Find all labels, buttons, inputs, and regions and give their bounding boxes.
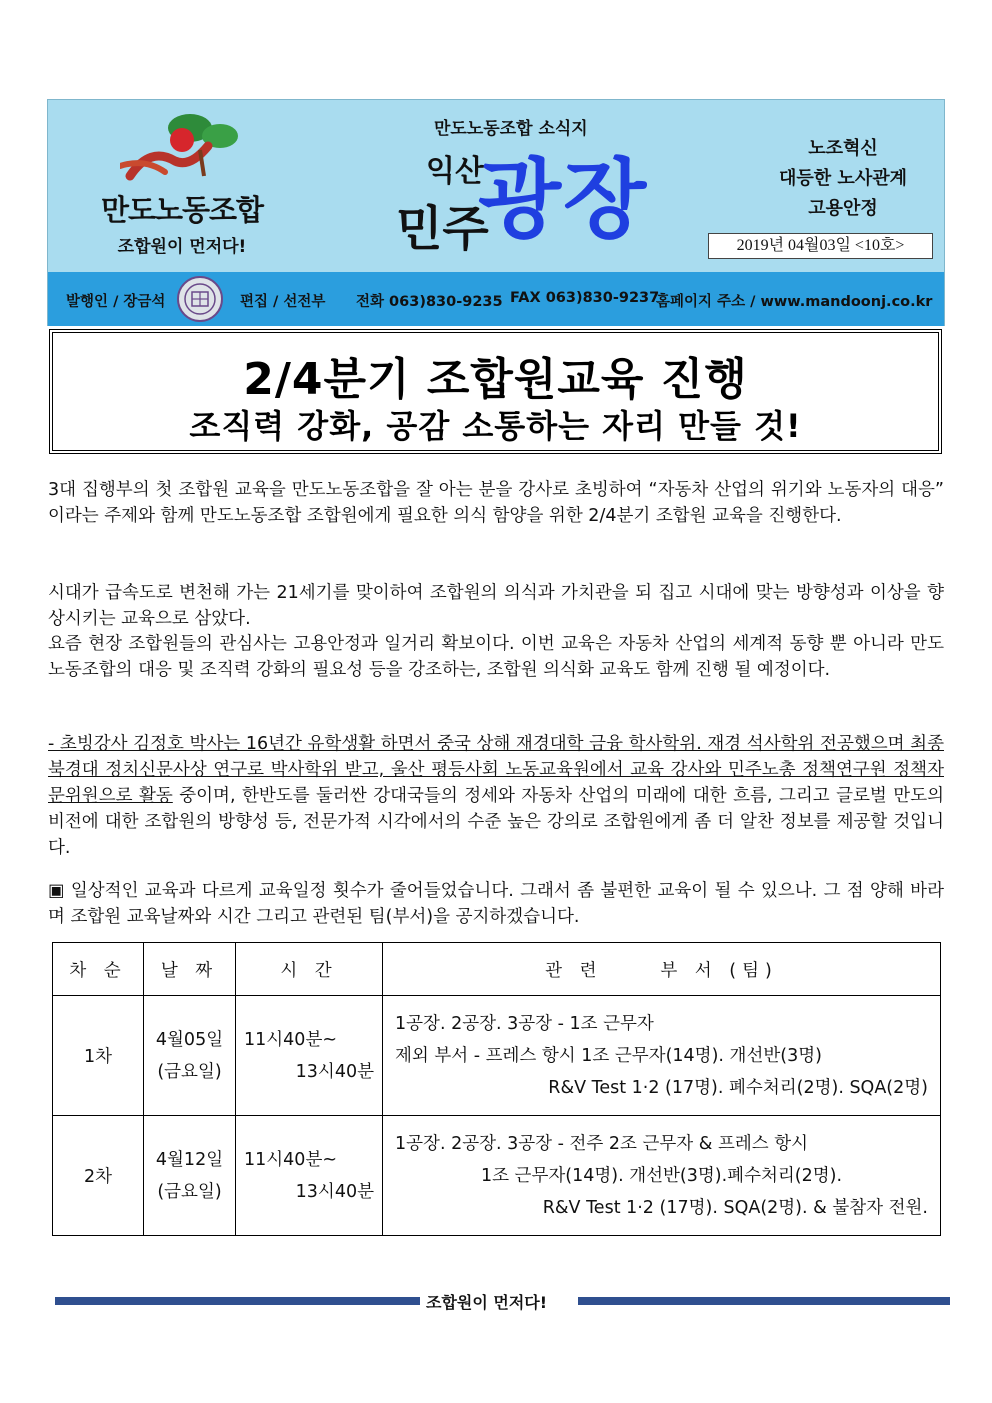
homepage[interactable]: 홈페이지 주소 / www.mandoonj.co.kr <box>656 294 933 310</box>
time-start: 11시40분~ <box>244 1029 338 1050</box>
table-row <box>53 996 941 1116</box>
date-cell <box>144 1116 236 1236</box>
publisher: 발행인 / 장금석 <box>66 294 166 310</box>
union-logo <box>48 100 308 272</box>
phone: 전화 063)830-9235 <box>356 294 503 310</box>
header-round: 차 순 <box>53 943 144 996</box>
paragraph-purpose: 시대가 급속도로 변천해 가는 21세기를 맞이하여 조합원의 의식과 가치관을 되 집고 시대에 맞는 방향성과 이상을 향상시키는 교육으로 삼았다. <box>48 583 944 629</box>
header-time: 시 간 <box>236 943 383 996</box>
schedule-table <box>52 942 941 1236</box>
round-cell: 1차 <box>53 996 144 1116</box>
paragraph-notice: ▣ 일상적인 교육과 다르게 교육일정 횟수가 줄어들었습니다. 그래서 좀 불편한 교육이 될 수 있으나. 그 점 양해 바라며 조합원 교육날짜와 시간 그리고 관련된 팀(부서)을 공지하겠습니다. <box>48 881 944 927</box>
editor: 편집 / 선전부 <box>240 294 326 310</box>
logo-slogan: 조합원이 먼저다! <box>117 237 247 257</box>
round-cell: 2차 <box>53 1116 144 1236</box>
dept-line: 제외 부서 - 프레스 항시 1조 근무자(14명). 개선반(3명) <box>395 1045 822 1066</box>
footer-slogan: 조합원이 먼저다! <box>426 1293 548 1312</box>
date-cell <box>144 996 236 1116</box>
date-day: 4월12일 <box>155 1149 224 1170</box>
instructor-underlined: - 초빙강사 김정호 박사는 16년간 유학생활 하면서 중국 상해 재경대학 금융 학사학위. 재경 석사학위 전공했으며 최종 북경대 정치신문사상 연구로 박사학위 받고, 울산 평등사회 노동교육원에서 교육 강사와 민주노총 정책연구원 정책자문위원으로 활동 <box>48 734 944 806</box>
headline-title: 2/4분기 조합원교육 진행 <box>243 354 748 405</box>
motto-block <box>748 134 938 224</box>
fax: FAX 063)830-9237 <box>510 290 660 306</box>
paragraph-intro: 3대 집행부의 첫 조합원 교육을 만도노동조합을 잘 아는 분을 강사로 초빙하여 “자동차 산업의 위기와 노동자의 대응” 이라는 주제와 함께 만도노동조합 조합원에게 필요한 의식 함양을 위한 2/4분기 조합원 교육을 진행한다. <box>48 480 944 526</box>
tree-emblem-icon <box>120 106 250 186</box>
paragraph-interest: 요즘 현장 조합원들의 관심사는 고용안정과 일거리 확보이다. 이번 교육은 자동차 산업의 세계적 동향 뿐 아니라 만도노동조합의 대응 및 조직력 강화의 필요성 등을 강조하는, 조합원 의식화 교육도 함께 진행 될 예정이다. <box>48 634 944 680</box>
paragraph-instructor <box>48 731 944 861</box>
headline-box <box>49 329 942 454</box>
dept-cell <box>383 1116 941 1236</box>
headline-subtitle: 조직력 강화, 공감 소통하는 자리 만들 것! <box>189 407 802 445</box>
paper-region: 익산 <box>426 154 484 189</box>
motto-line: 노조혁신 <box>808 138 878 159</box>
date-weekday: (금요일) <box>157 1181 222 1202</box>
dept-line: 1공장. 2공장. 3공장 - 1조 근무자 <box>395 1013 654 1034</box>
dept-line: 1공장. 2공장. 3공장 - 전주 2조 근무자 & 프레스 항시 <box>395 1133 809 1154</box>
paper-minju: 민주 <box>396 201 489 257</box>
info-bar <box>48 272 944 326</box>
dept-line: R&V Test 1·2 (17명). 폐수처리(2명). SQA(2명) <box>548 1077 928 1098</box>
issue-date: 2019년 04월03일 <10호> <box>708 233 933 259</box>
table-header-row <box>53 943 941 996</box>
table-row <box>53 1116 941 1236</box>
header-dept: 관 련 부 서 (팀) <box>383 943 941 996</box>
time-end: 13시40분 <box>295 1061 374 1082</box>
date-day: 4월05일 <box>155 1029 224 1050</box>
dept-line: R&V Test 1·2 (17명). SQA(2명). & 불참자 전원. <box>542 1197 928 1218</box>
time-start: 11시40분~ <box>244 1149 338 1170</box>
paper-subtitle: 만도노동조합 소식지 <box>434 119 588 139</box>
logo-name: 만도노동조합 <box>100 193 264 227</box>
time-cell <box>236 996 383 1116</box>
paper-title: 광장 <box>478 150 649 250</box>
footer-line-right <box>578 1297 950 1305</box>
date-weekday: (금요일) <box>157 1061 222 1082</box>
dept-cell <box>383 996 941 1116</box>
footer-line-left <box>55 1297 420 1305</box>
dept-line: 1조 근무자(14명). 개선반(3명).폐수처리(2명). <box>480 1165 843 1186</box>
instructor-rest: 중이며, 한반도를 둘러싼 강대국들의 정세와 자동차 산업의 미래에 대한 흐름, 그리고 글로벌 만도의 비전에 대한 조합원의 방향성 등, 전문가적 시각에서의 수준 높은 강의로 조합원에게 좀 더 알찬 정보를 제공할 것입니다. <box>48 786 944 858</box>
time-end: 13시40분 <box>295 1181 374 1202</box>
motto-line: 고용안정 <box>808 198 878 219</box>
motto-line: 대등한 노사관계 <box>779 168 907 189</box>
seal-stamp-icon <box>176 275 224 323</box>
time-cell <box>236 1116 383 1236</box>
header-date: 날 짜 <box>144 943 236 996</box>
masthead <box>47 99 945 326</box>
